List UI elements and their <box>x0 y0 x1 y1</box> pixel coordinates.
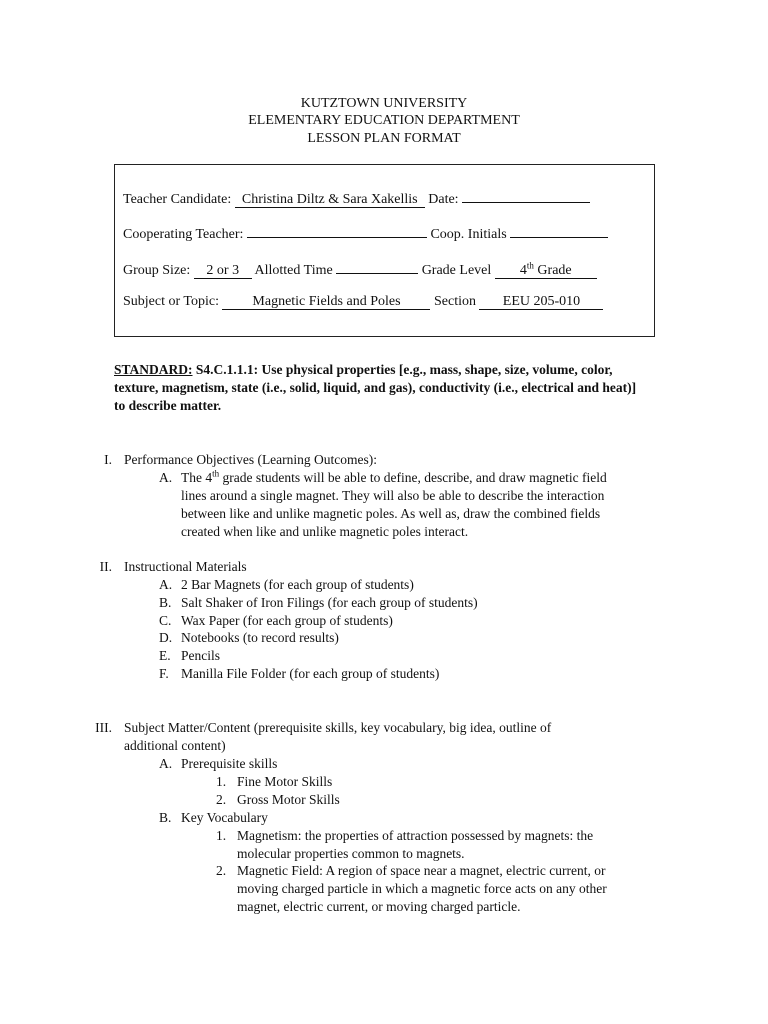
teacher-candidate-row <box>123 187 590 209</box>
grade-level-label: Grade Level <box>421 263 492 278</box>
section-1-numeral: I. <box>104 452 112 467</box>
standard-statement <box>114 361 644 415</box>
material-item: Pencils <box>181 648 220 663</box>
vocabulary-magnetism-line2: molecular properties common to magnets. <box>237 846 465 861</box>
section-1-item-a-line4: created when like and unlike magnetic poles interact. <box>181 524 469 539</box>
material-item: 2 Bar Magnets (for each group of students) <box>181 577 414 592</box>
grade-level-suffix: th <box>526 260 534 271</box>
section-3-title-line2: additional content) <box>124 738 226 753</box>
material-item: Manilla File Folder (for each group of students) <box>181 666 440 681</box>
subject-row <box>123 293 603 311</box>
vocabulary-item-number: 2. <box>216 863 227 878</box>
material-item-letter: B. <box>159 595 172 610</box>
section-3-title-line1: Subject Matter/Content (prerequisite skills, key vocabulary, big idea, outline of <box>124 720 552 735</box>
subject-field[interactable]: Magnetic Fields and Poles <box>222 294 430 310</box>
vocabulary-magnetic-field-line3: magnet, electric current, or moving charged particle. <box>237 899 521 914</box>
section-1-item-a-line2: lines around a single magnet. They will also be able to describe the interaction <box>181 488 605 503</box>
grade-level-number: 4 <box>519 263 527 278</box>
university-name: KUTZTOWN UNIVERSITY <box>300 96 468 111</box>
material-item-letter: D. <box>159 630 173 645</box>
section-1-item-a-line <box>181 469 607 487</box>
material-item: Wax Paper (for each group of students) <box>181 613 393 628</box>
material-item-letter: E. <box>159 648 171 663</box>
section-2-numeral: II. <box>99 559 112 574</box>
section-1-item-a-letter: A. <box>159 470 173 485</box>
cooperating-teacher-label: Cooperating Teacher: <box>123 227 244 242</box>
vocabulary-magnetism-line1: Magnetism: the properties of attraction possessed by magnets: the <box>237 828 594 843</box>
section-1-title: Performance Objectives (Learning Outcomes): <box>124 452 378 467</box>
vocabulary-magnetic-field-line2: moving charged particle in which a magnetic force acts on any other <box>237 881 607 896</box>
grade-level-field[interactable] <box>495 260 597 279</box>
vocabulary-magnetic-field-line1: Magnetic Field: A region of space near a magnet, electric current, or <box>237 863 606 878</box>
material-item-letter: A. <box>159 577 173 592</box>
allotted-time-field[interactable] <box>336 258 418 274</box>
section-1-item-a-sup: th <box>212 468 220 479</box>
department-name: ELEMENTARY EDUCATION DEPARTMENT <box>248 113 520 128</box>
prerequisite-item-number: 2. <box>216 792 227 807</box>
material-item: Salt Shaker of Iron Filings (for each group of students) <box>181 595 478 610</box>
material-item: Notebooks (to record results) <box>181 630 339 645</box>
section-1-item-a-line3: between like and unlike magnetic poles. As well as, draw the combined fields <box>181 506 601 521</box>
standard-label: STANDARD: <box>114 362 193 377</box>
material-item-letter: F. <box>159 666 169 681</box>
date-label: Date: <box>428 192 459 207</box>
allotted-time-label: Allotted Time <box>254 263 333 278</box>
teacher-candidate-label: Teacher Candidate: <box>123 192 232 207</box>
section-1-item-a-rest: grade students will be able to define, describe, and draw magnetic field <box>219 470 607 485</box>
section-label: Section <box>433 294 476 309</box>
key-vocabulary-heading: Key Vocabulary <box>181 810 268 825</box>
prerequisite-item: Gross Motor Skills <box>237 792 340 807</box>
lesson-info-box <box>114 164 655 337</box>
prerequisite-item: Fine Motor Skills <box>237 774 333 789</box>
coop-initials-field[interactable] <box>510 222 608 238</box>
cooperating-teacher-row <box>123 222 608 244</box>
section-field[interactable]: EEU 205-010 <box>479 294 603 310</box>
document-title: LESSON PLAN FORMAT <box>307 131 461 146</box>
section-3-numeral: III. <box>95 720 112 735</box>
standard-text: S4.C.1.1.1: Use physical properties [e.g., mass, shape, size, volume, color, texture, magnetism, state (i.e., solid, liquid, and gas), conductivity (i.e., electrical and heat)] to describe matter. <box>114 362 637 413</box>
grade-level-word: Grade <box>537 263 572 278</box>
group-size-row <box>123 258 597 280</box>
date-field[interactable] <box>462 187 590 203</box>
vocabulary-item-number: 1. <box>216 828 227 843</box>
section-2-title: Instructional Materials <box>124 559 247 574</box>
section-3-b-letter: B. <box>159 810 172 825</box>
material-item-letter: C. <box>159 613 172 628</box>
prerequisite-skills-heading: Prerequisite skills <box>181 756 278 771</box>
group-size-label: Group Size: <box>123 263 191 278</box>
group-size-field[interactable]: 2 or 3 <box>194 263 252 279</box>
coop-initials-label: Coop. Initials <box>430 227 507 242</box>
prerequisite-item-number: 1. <box>216 774 227 789</box>
section-3-a-letter: A. <box>159 756 173 771</box>
subject-label: Subject or Topic: <box>123 294 219 309</box>
teacher-candidate-field[interactable]: Christina Diltz & Sara Xakellis <box>235 192 425 208</box>
section-1-item-a-pre: The 4 <box>181 470 213 485</box>
cooperating-teacher-field[interactable] <box>247 222 427 238</box>
